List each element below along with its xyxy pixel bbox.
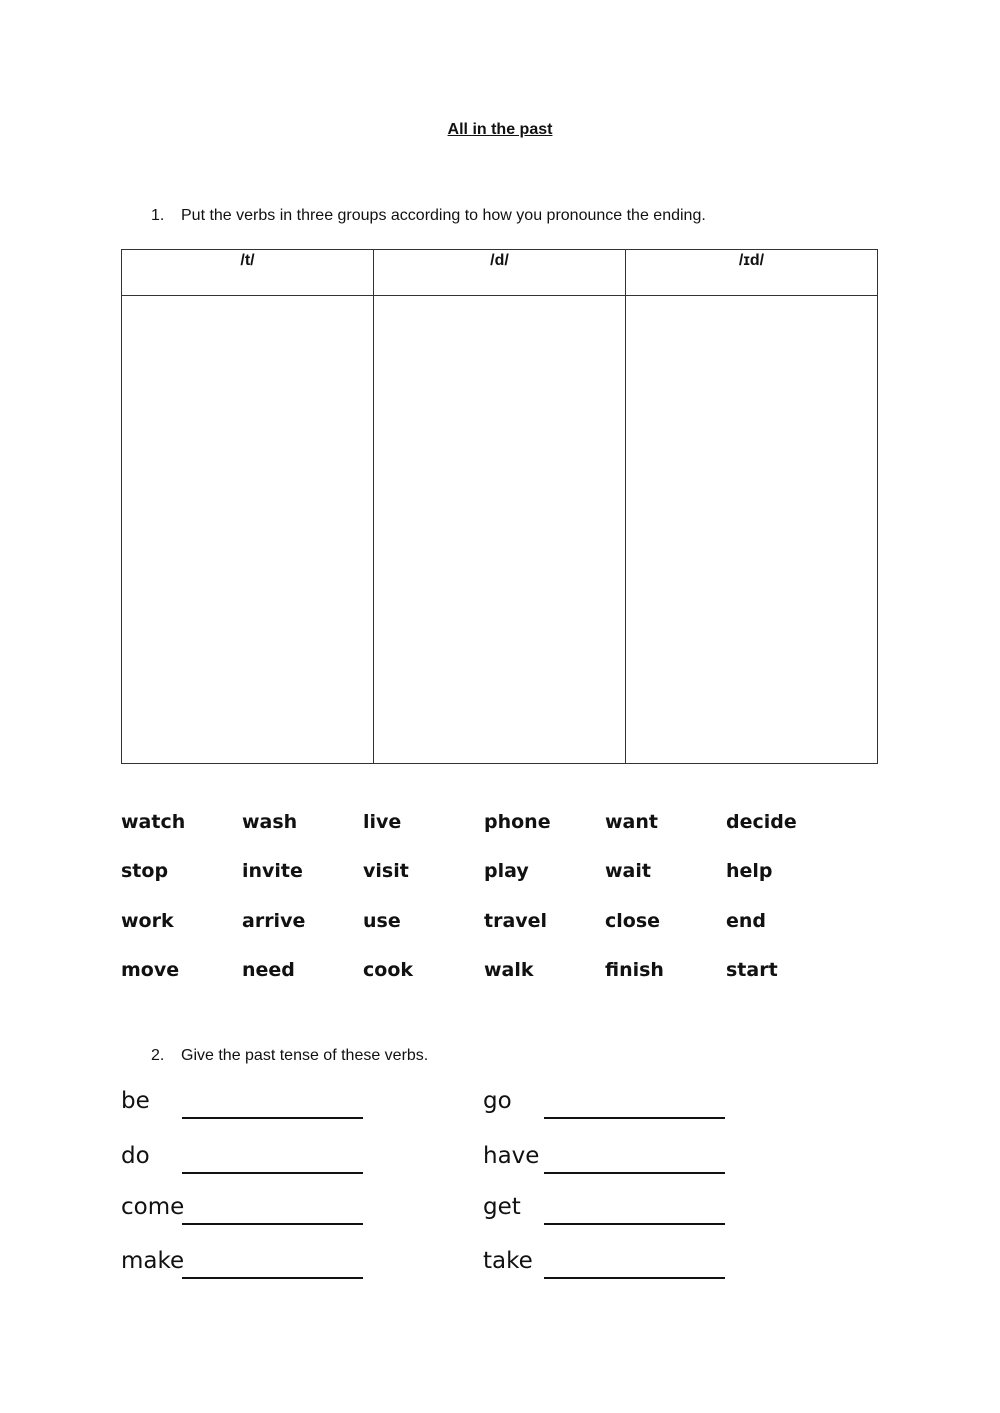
verb-word[interactable]: want [605,811,658,833]
verb-word[interactable]: invite [242,860,303,883]
page-title: All in the past [447,121,553,138]
past-tense-item [121,1085,381,1119]
verb-word[interactable]: use [363,909,401,932]
answer-line[interactable] [544,1150,725,1174]
base-verb: come [121,1194,185,1220]
verb-word[interactable]: phone [484,811,551,833]
task-1-number: 1. [151,207,165,224]
verb-word[interactable]: watch [121,811,186,833]
verb-word[interactable]: help [726,860,773,883]
column-header-d: /d/ [374,250,626,296]
verb-word[interactable]: visit [363,860,409,883]
verb-word[interactable]: end [726,909,767,932]
base-verb: be [121,1088,150,1114]
answer-line[interactable] [544,1095,725,1119]
past-tense-item [483,1245,743,1279]
past-tense-item [121,1191,381,1225]
base-verb: have [483,1143,540,1169]
verb-word[interactable]: stop [121,860,169,883]
base-verb: get [483,1194,521,1220]
task-1-text: Put the verbs in three groups according to how you pronounce the ending. [181,207,706,224]
past-tense-item [483,1140,743,1174]
verb-word[interactable]: finish [605,958,664,981]
base-verb: make [121,1248,185,1274]
answer-line[interactable] [182,1255,363,1279]
verb-word[interactable]: need [242,958,295,981]
answer-line[interactable] [182,1150,363,1174]
base-verb: take [483,1248,533,1274]
verb-word[interactable]: travel [484,909,548,932]
task-2-number: 2. [151,1047,165,1064]
sound-group-table [121,249,878,764]
verb-word[interactable]: wait [605,860,651,883]
column-header-t: /t/ [122,250,374,296]
task-2-text: Give the past tense of these verbs. [181,1047,429,1064]
verb-word[interactable]: live [363,811,402,833]
verb-word[interactable]: wash [242,811,298,833]
verb-word[interactable]: work [121,909,174,932]
answer-cell-t[interactable] [122,296,374,764]
task-1-instruction [151,207,706,225]
past-tense-item [121,1245,381,1279]
past-tense-item [121,1140,381,1174]
verb-bank [121,809,861,1006]
answer-line[interactable] [182,1095,363,1119]
past-tense-item [483,1085,743,1119]
answer-line[interactable] [544,1201,725,1225]
base-verb: do [121,1143,150,1169]
verb-word[interactable]: walk [484,958,534,981]
answer-line[interactable] [182,1201,363,1225]
verb-word[interactable]: move [121,958,180,981]
column-header-id: /ɪd/ [626,250,878,296]
answer-line[interactable] [544,1255,725,1279]
past-tense-item [483,1191,743,1225]
verb-word[interactable]: decide [726,811,797,833]
verb-word[interactable]: close [605,909,661,932]
verb-word[interactable]: cook [363,958,414,981]
answer-cell-d[interactable] [374,296,626,764]
verb-word[interactable]: play [484,860,529,883]
verb-word[interactable]: arrive [242,909,306,932]
verb-word[interactable]: start [726,958,778,981]
task-2-instruction [151,1047,428,1065]
base-verb: go [483,1088,512,1114]
answer-cell-id[interactable] [626,296,878,764]
